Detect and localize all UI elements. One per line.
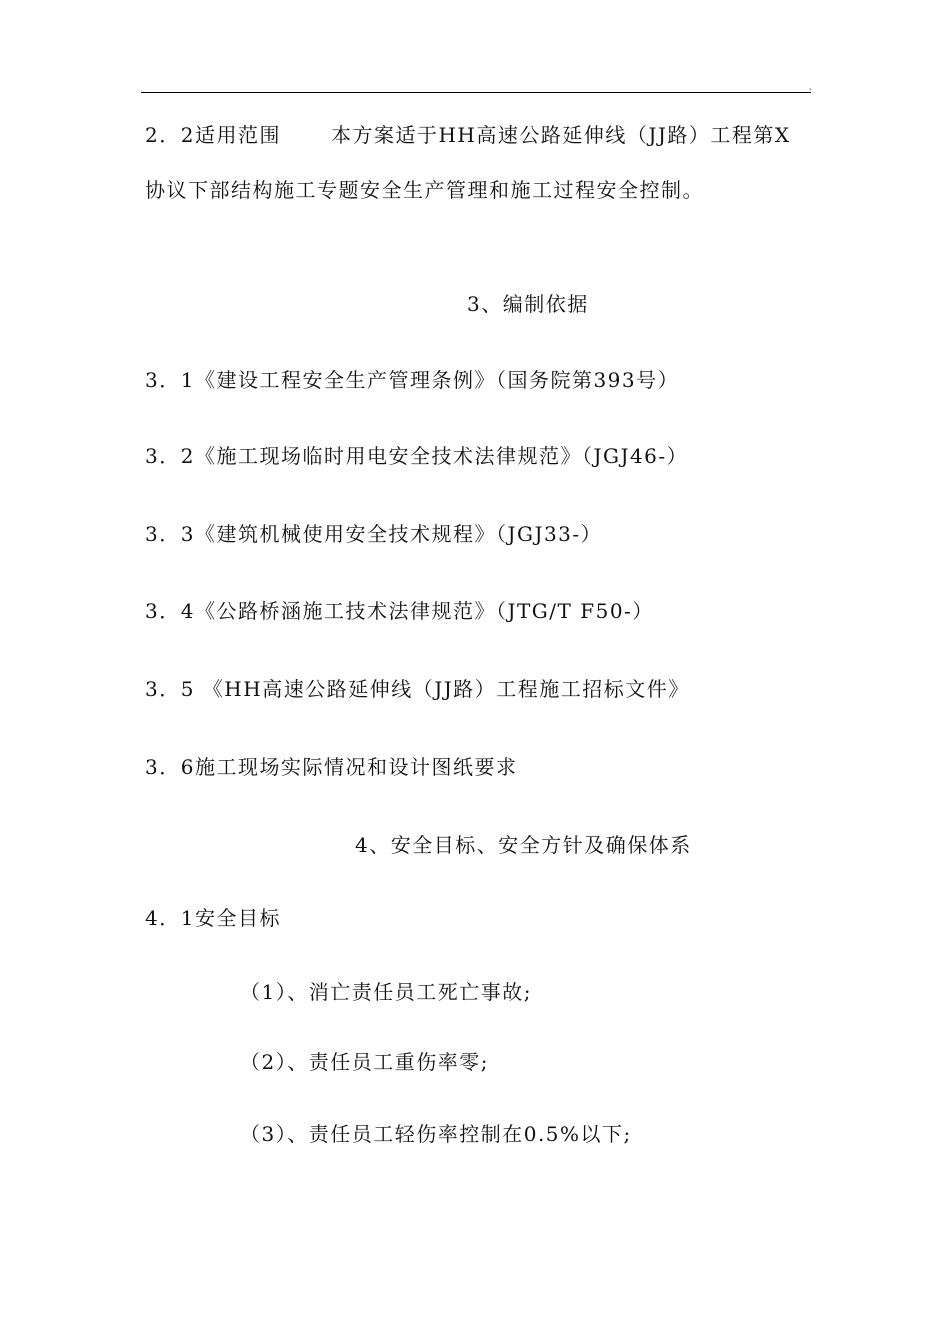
safety-heading: 4、安全目标、安全方针及确保体系 [355,833,692,857]
safety-goal-3: （3）、责任员工轻伤率控制在0.5%以下; [240,1122,632,1146]
scope-text-1: 本方案适于HH高速公路延伸线（JJ路）工程第X [330,123,791,147]
safety-goal-2: （2）、责任员工重伤率零; [240,1050,489,1074]
header-rule [141,92,811,93]
scope-line-1 [145,123,791,147]
safety-goal-1: （1）、消亡责任员工死亡事故; [240,980,532,1004]
safety-goals-subheading: 4．1安全目标 [145,906,281,930]
basis-item-3-5: 3．5 《HH高速公路延伸线（JJ路）工程施工招标文件》 [145,677,690,701]
basis-item-3-6: 3．6施工现场实际情况和设计图纸要求 [145,755,518,779]
basis-item-3-3: 3．3《建筑机械使用安全技术规程》（JGJ33-） [145,522,603,546]
scope-line-2: 协议下部结构施工专题安全生产管理和施工过程安全控制。 [145,178,704,202]
header-mark: ' [809,87,812,96]
basis-item-3-2: 3．2《施工现场临时用电安全技术法律规范》（JGJ46-） [145,444,689,468]
basis-item-3-4: 3．4《公路桥涵施工技术法律规范》（JTG/T F50-） [145,599,654,623]
scope-label: 2．2适用范围 [145,123,281,147]
basis-heading: 3、编制依据 [467,292,589,316]
basis-item-3-1: 3．1《建设工程安全生产管理条例》（国务院第393号） [145,368,680,392]
